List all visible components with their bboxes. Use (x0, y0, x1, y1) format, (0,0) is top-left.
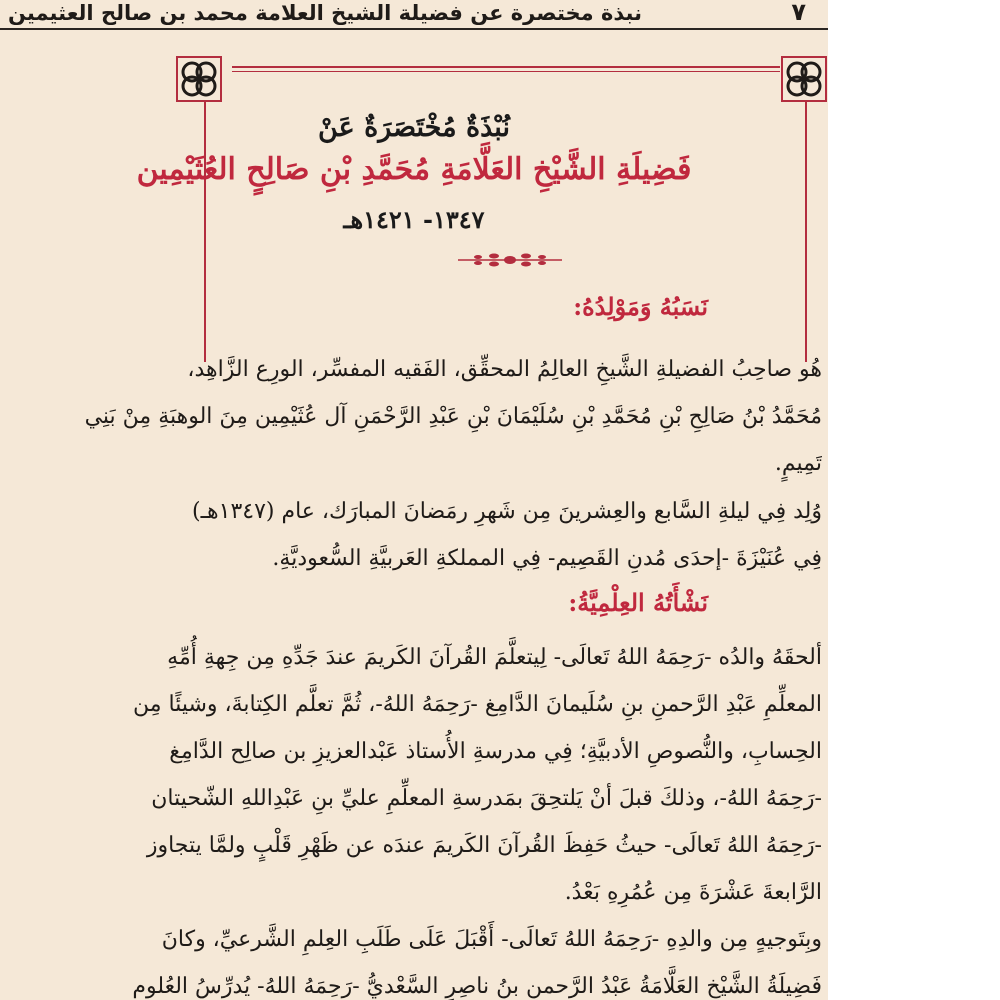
text-line: الحِسابِ، والنُّصوصِ الأدبيَّةِ؛ فِي مدرسةِ الأُستاذ عَبْدالعزيزِ بن صالِح الدَّامِغ (169, 739, 822, 764)
running-header (0, 0, 828, 30)
text-line: ألحقَهُ والدُه -رَحِمَهُ اللهُ تَعالَى- لِيتعلَّمَ القُرآنَ الكَريمَ عندَ جَدِّهِ مِن جِهةِ أُمِّهِ (167, 645, 822, 670)
text-line: المعلِّمِ عَبْدِ الرَّحمنِ بنِ سُلَيمانَ الدَّامِغ -رَحِمَهُ اللهُ-، ثُمَّ تعلَّم الكِتابةَ، وشيئًا مِن (132, 692, 822, 717)
frame-top-line-inner (232, 71, 780, 72)
title-line-2: فَضِيلَةِ الشَّيْخِ العَلَّامَةِ مُحَمَّدِ بْنِ صَالِحٍ العُثَيْمِين (136, 152, 692, 187)
title-line-1: نُبْذَةٌ مُخْتَصَرَةٌ عَنْ (318, 112, 510, 143)
right-knot-ornament-icon (780, 55, 828, 103)
section-heading-lineage: نَسَبُهُ وَمَوْلِدُهُ: (573, 292, 708, 321)
text-line: فِي عُنَيْزَةَ -إحدَى مُدنِ القَصِيم- فِي المملكةِ العَربيَّةِ السُّعوديَّةِ. (272, 546, 822, 571)
text-line: -رَحِمَهُ اللهُ-، وذلكَ قبلَ أنْ يَلتحِقَ بمَدرسةِ المعلِّمِ عليِّ بنِ عَبْدِاللهِ الشّحيتان (151, 786, 822, 811)
title-dates: ١٣٤٧- ١٤٢١هـ (343, 205, 485, 234)
text-line: -رَحِمَهُ اللهُ تَعالَى- حيثُ حَفِظَ القُرآنَ الكَريمَ عندَه عن ظَهْرِ قَلْبٍ ولمَّا يتجاوز (146, 833, 822, 858)
text-line: الرَّابعةَ عَشْرَةَ مِن عُمُرِهِ بَعْدُ. (564, 880, 822, 905)
paragraph-education (8, 634, 822, 916)
text-line: تَمِيمٍ. (774, 451, 822, 476)
text-line: وبِتَوجيهٍ مِن والدِهِ -رَحِمَهُ اللهُ تَعالَى- أَقْبَلَ عَلَى طَلَبِ العِلمِ الشَّرعيِّ، وكانَ (161, 927, 822, 952)
frame-top-line (232, 66, 780, 68)
page-number: ٧ (791, 0, 806, 26)
text-line: فَضِيلَةُ الشَّيْخِ العَلَّامَةُ عَبْدُ الرَّحمنِ بنُ ناصِرٍ السَّعْديُّ -رَحِمَهُ اللهُ- يُدرِّسُ العُلوم (132, 974, 822, 999)
floral-divider-icon (454, 250, 566, 270)
left-knot-ornament-icon (175, 55, 223, 103)
paragraph-lineage (8, 346, 822, 487)
text-line: وُلِد فِي ليلةِ السَّابع والعِشرينَ مِن شَهرِ رمَضانَ المبارَك، عام (١٣٤٧هـ) (191, 499, 822, 524)
paragraph-birth (8, 488, 822, 582)
text-line: هُو صاحِبُ الفضيلةِ الشَّيخِ العالِمُ المحقِّق، الفَقيه المفسِّر، الورِع الزَّاهِد، (187, 357, 822, 382)
paragraph-guidance (8, 916, 822, 1000)
section-heading-education: نَشْأَتُهُ العِلْمِيَّةُ: (568, 588, 708, 617)
text-line: مُحَمَّدُ بْنُ صَالِحِ بْنِ مُحَمَّدِ بْنِ سُلَيْمَانَ بْنِ عَبْدِ الرَّحْمَنِ آل عُثَيْمِين مِنَ الوهبَةِ مِنْ بَنِي (84, 404, 822, 429)
running-title: نبذة مختصرة عن فضيلة الشيخ العلامة محمد بن صالح العثيمين (8, 1, 642, 25)
